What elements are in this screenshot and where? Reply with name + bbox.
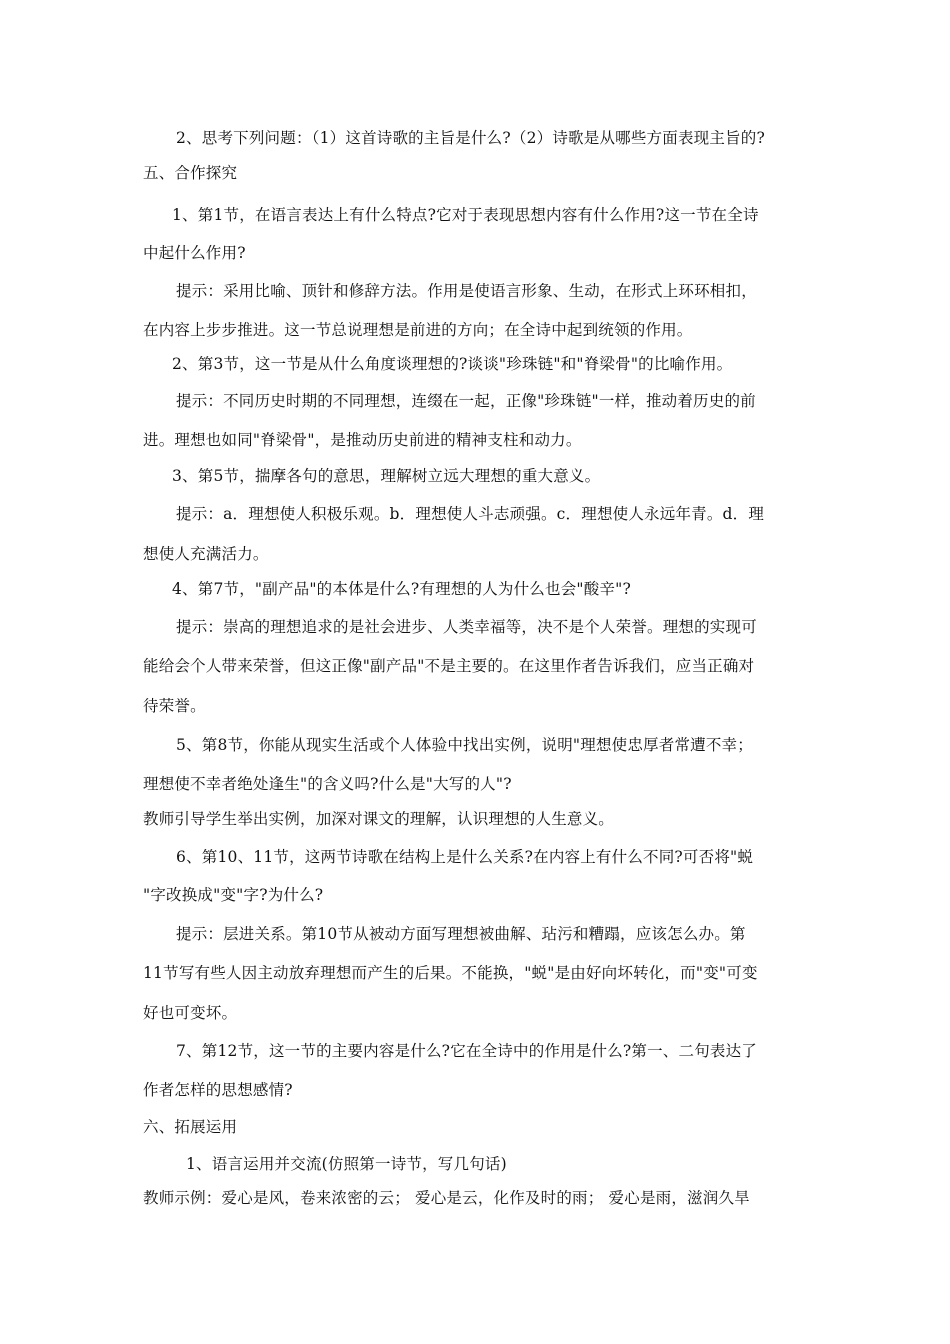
hint-6-line-1: 提示：层进关系。第10节从被动方面写理想被曲解、玷污和糟蹋，应该怎么办。第: [176, 925, 746, 943]
question-4-section-7: 4、第7节，"副产品"的本体是什么?有理想的人为什么也会"酸辛"?: [172, 580, 631, 598]
question-1-line-1: 1、第1节，在语言表达上有什么特点?它对于表现思想内容有什么作用?这一节在全诗: [172, 206, 759, 224]
hint-6-line-3: 好也可变坏。: [143, 1004, 238, 1022]
question-1-line-2: 中起什么作用?: [143, 244, 246, 262]
question-2-think: 2、思考下列问题：（1）这首诗歌的主旨是什么?（2）诗歌是从哪些方面表现主旨的?: [176, 129, 765, 147]
hint-4-line-3: 待荣誉。: [143, 697, 206, 715]
question-5-line-2: 理想使不幸者绝处逢生"的含义吗?什么是"大写的人"?: [143, 775, 512, 793]
hint-6-line-2: 11节写有些人因主动放弃理想而产生的后果。不能换，"蜕"是由好向坏转化，而"变"可变: [143, 964, 758, 982]
question-3-section-5: 3、第5节，揣摩各句的意思，理解树立远大理想的重大意义。: [172, 467, 601, 485]
teacher-example: 教师示例：爱心是风，卷来浓密的云； 爱心是云，化作及时的雨； 爱心是雨，滋润久旱: [143, 1189, 750, 1207]
hint-1-line-1: 提示：采用比喻、顶针和修辞方法。作用是使语言形象、生动，在形式上环环相扣，: [176, 282, 757, 300]
hint-2-line-1: 提示：不同历史时期的不同理想，连缀在一起，正像"珍珠链"一样，推动着历史的前: [176, 392, 756, 410]
hint-1-line-2: 在内容上步步推进。这一节总说理想是前进的方向；在全诗中起到统领的作用。: [143, 321, 693, 339]
teacher-guidance: 教师引导学生举出实例，加深对课文的理解，认识理想的人生意义。: [143, 810, 615, 828]
section-heading-extension: 六、拓展运用: [143, 1118, 238, 1136]
question-6-line-1: 6、第10、11节，这两节诗歌在结构上是什么关系?在内容上有什么不同?可否将"蜕: [176, 848, 754, 866]
hint-2-line-2: 进。理想也如同"脊梁骨"，是推动历史前进的精神支柱和动力。: [143, 431, 582, 449]
question-7-line-2: 作者怎样的思想感情?: [143, 1081, 293, 1099]
question-5-line-1: 5、第8节，你能从现实生活或个人体验中找出实例，说明"理想使忠厚者常遭不幸；: [176, 736, 753, 754]
section-heading-cooperative-inquiry: 五、合作探究: [143, 164, 238, 182]
extension-task-1: 1、语言运用并交流(仿照第一诗节，写几句话): [186, 1155, 507, 1173]
question-2-section-3: 2、第3节，这一节是从什么角度谈理想的?谈谈"珍珠链"和"脊梁骨"的比喻作用。: [172, 355, 733, 373]
hint-3-line-1: 提示：a．理想使人积极乐观。b．理想使人斗志顽强。c．理想使人永远年青。d．理: [176, 505, 765, 523]
hint-4-line-2: 能给会个人带来荣誉，但这正像"副产品"不是主要的。在这里作者告诉我们，应当正确对: [143, 657, 755, 675]
hint-4-line-1: 提示：崇高的理想追求的是社会进步、人类幸福等，决不是个人荣誉。理想的实现可: [176, 618, 757, 636]
question-6-line-2: "字改换成"变"字?为什么?: [143, 886, 324, 904]
hint-3-line-2: 想使人充满活力。: [143, 545, 269, 563]
question-7-line-1: 7、第12节，这一节的主要内容是什么?它在全诗中的作用是什么?第一、二句表达了: [176, 1042, 758, 1060]
